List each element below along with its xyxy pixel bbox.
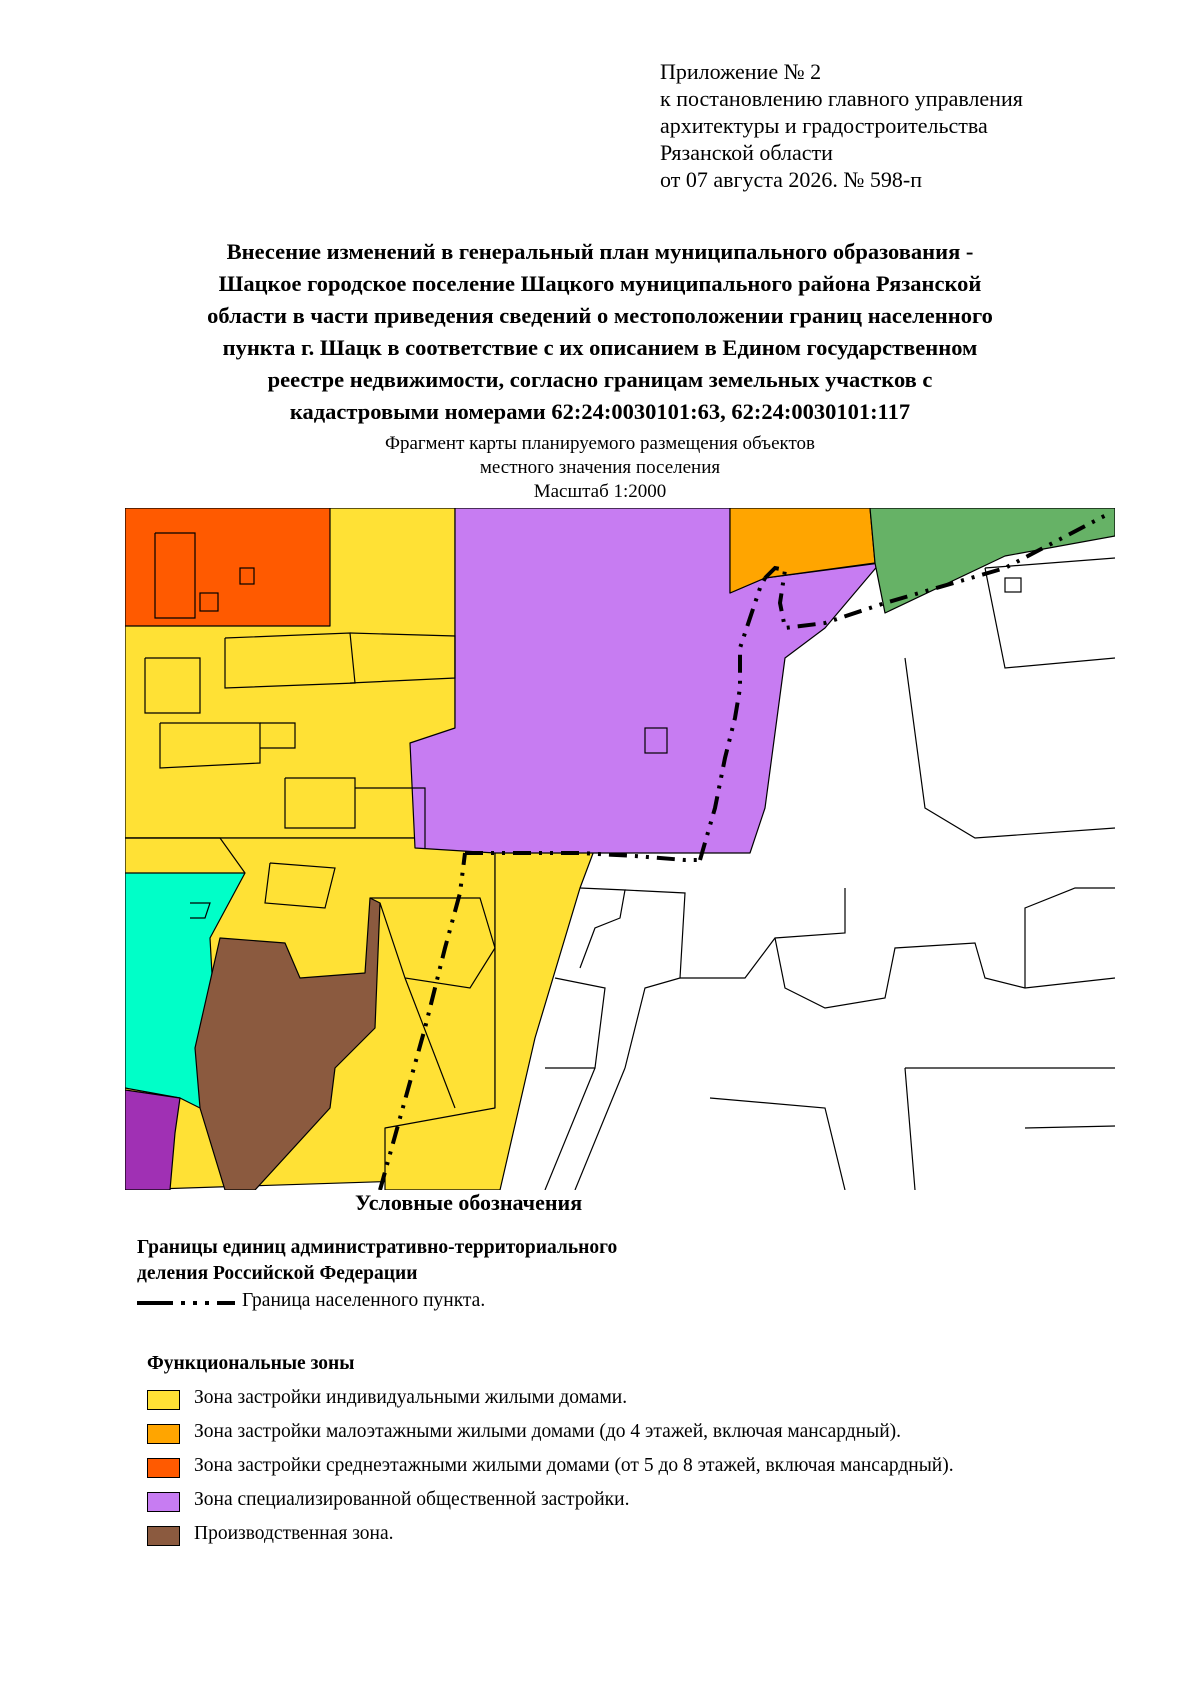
zone-midrise-housing (125, 508, 330, 626)
boundary-group-title (137, 1235, 617, 1287)
map-caption-line: Фрагмент карты планируемого размещения объектов (384, 433, 816, 454)
color-swatch (147, 1492, 180, 1512)
appendix-line: от 07 августа 2026. № 598-п (660, 167, 923, 192)
appendix-line: Рязанской области (660, 140, 833, 165)
color-swatch (147, 1458, 180, 1478)
boundary-line-symbol (137, 1298, 235, 1308)
legend-heading: Условные обозначения (355, 1190, 583, 1215)
zone-label: Зона специализированной общественной застройки. (194, 1489, 630, 1510)
zone-label: Зона застройки среднеэтажными жилыми домами (от 5 до 8 этажей, включая мансардный). (194, 1455, 954, 1476)
map-caption-line: местного значения поселения (479, 457, 721, 478)
color-swatch (147, 1424, 180, 1444)
title-line: реестре недвижимости, согласно границам земельных участков с (267, 367, 933, 392)
zone-label: Зона застройки индивидуальными жилыми домами. (194, 1387, 628, 1408)
appendix-line: к постановлению главного управления (660, 86, 1023, 111)
zones-title: Функциональные зоны (147, 1353, 355, 1374)
boundary-group-title-line: деления Российской Федерации (137, 1263, 418, 1284)
color-swatch (147, 1390, 180, 1410)
document-title (120, 236, 1080, 428)
appendix-line: архитектуры и градостроительства (660, 113, 988, 138)
map-scale: Масштаб 1:2000 (533, 481, 667, 502)
appendix-line: Приложение № 2 (660, 59, 822, 84)
boundary-label: Граница населенного пункта. (242, 1290, 486, 1311)
appendix-block (660, 58, 1023, 193)
title-line: Внесение изменений в генеральный план муниципального образования - (226, 239, 974, 264)
title-line: пункта г. Шацк в соответствие с их описанием в Едином государственном (222, 335, 978, 360)
title-line: области в части приведения сведений о местоположении границ населенного (207, 303, 993, 328)
map-caption (300, 432, 900, 504)
zoning-map (125, 508, 1115, 1190)
zone-label: Зона застройки малоэтажными жилыми домами (до 4 этажей, включая мансардный). (194, 1421, 902, 1442)
title-line: кадастровыми номерами 62:24:0030101:63, 62:24:0030101:117 (289, 399, 911, 424)
color-swatch (147, 1526, 180, 1546)
zone-magenta (125, 1090, 180, 1190)
boundary-group-title-line: Границы единиц административно-территориального (137, 1237, 618, 1258)
zone-label: Производственная зона. (194, 1523, 394, 1544)
title-line: Шацкое городское поселение Шацкого муниципального района Рязанской (218, 271, 982, 296)
